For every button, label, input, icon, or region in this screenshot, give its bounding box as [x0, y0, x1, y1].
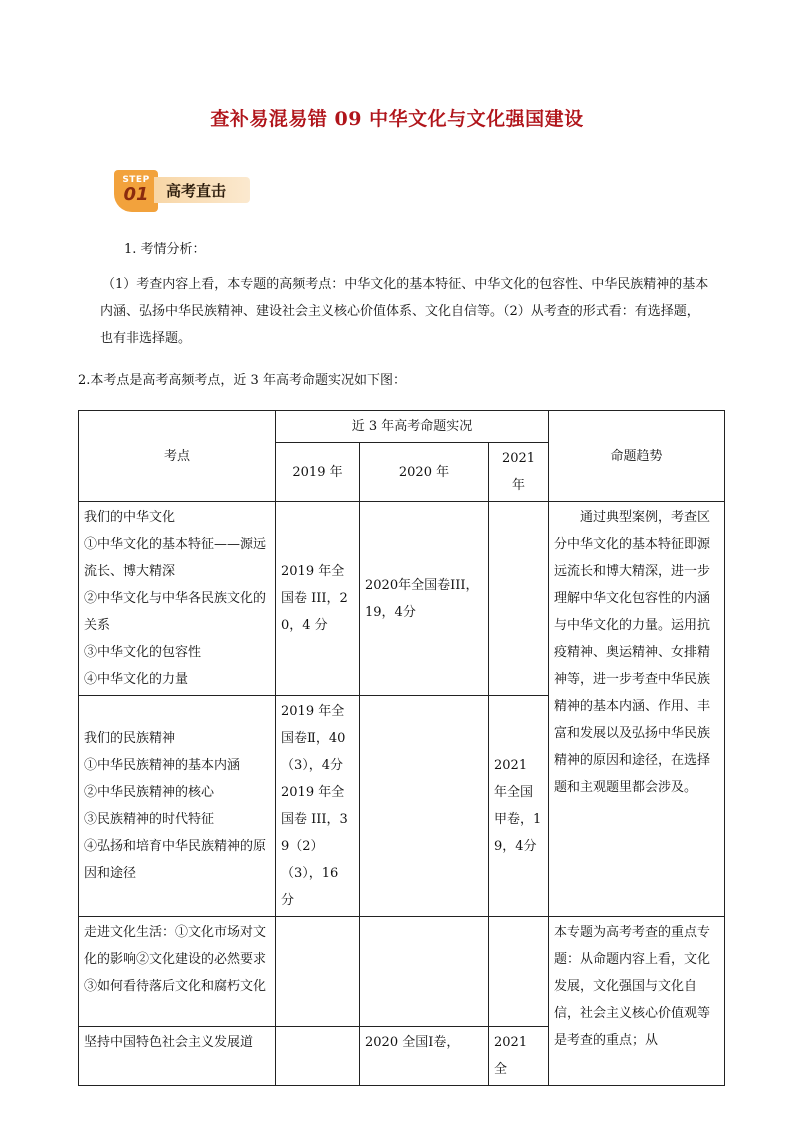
exam-intro-paragraph: 2.本考点是高考高频考点，近 3 年高考命题实况如下图： — [78, 373, 406, 388]
point-line: ④中华文化的力量 — [84, 672, 189, 687]
header-2020: 2020 年 — [360, 443, 489, 502]
step-number: 01 — [123, 184, 149, 205]
point-line: ①中华文化的基本特征——源远流长、博大精深 — [84, 537, 267, 579]
point-line: ④弘扬和培育中华民族精神的原因和途径 — [84, 839, 267, 881]
point-line: 我们的中华文化 — [84, 510, 176, 525]
exam-table — [78, 410, 725, 1086]
analysis-paragraph: （1）考查内容上看，本专题的高频考点：中华文化的基本特征、中华文化的包容性、中华民族精神的基本内涵、弘扬中华民族精神、建设社会主义核心价值体系、文化自信等。（2）从考查的形式看：有选择题，也有非选择题。 — [100, 277, 709, 346]
header-2021: 2021 年 — [489, 443, 549, 502]
table-cell-2019 — [276, 1027, 360, 1086]
step-bar — [154, 177, 250, 203]
table-cell-2020: 2020 全国Ⅰ卷， — [360, 1027, 489, 1086]
table-cell-trend: 本专题为高考考查的重点专题：从命题内容上看，文化发展，文化强国与文化自信，社会主义核心价值观等是考查的重点；从 — [549, 917, 725, 1086]
table-cell-point: 走进文化生活：①文化市场对文化的影响②文化建设的必然要求③如何看待落后文化和腐朽文化 — [79, 917, 276, 1027]
header-2019: 2019 年 — [276, 443, 360, 502]
section-heading: 高考直击 — [166, 182, 227, 200]
point-line: ②中华民族精神的核心 — [84, 785, 215, 800]
table-cell-2020 — [360, 696, 489, 917]
table-cell-2019: 2019 年全国卷 III，20，4 分 — [276, 502, 360, 696]
section-step-badge — [114, 170, 250, 212]
step-tag — [114, 170, 158, 212]
table-cell-2021 — [489, 917, 549, 1027]
page-title: 查补易混易错 09 中华文化与文化强国建设 — [210, 108, 584, 130]
table-cell-point: 坚持中国特色社会主义发展道 — [79, 1027, 276, 1086]
table-cell-point — [79, 696, 276, 917]
table-cell-2021: 2021 全 — [489, 1027, 549, 1086]
point-line: ①中华民族精神的基本内涵 — [84, 758, 241, 773]
table-cell-2021: 2021 年全国甲卷，19，4分 — [489, 696, 549, 917]
table-cell-2019 — [276, 917, 360, 1027]
table-cell-trend: 通过典型案例，考查区分中华文化的基本特征即源远流长和博大精深，进一步理解中华文化包容性的内涵与中华文化的力量。运用抗疫精神、奥运精神、女排精神等，进一步考查中华民族精神的基本内涵、作用、丰富和发展以及弘扬中华民族精神的原因和途径，在选择题和主观题里都会涉及。 — [549, 502, 725, 917]
point-line: ③中华文化的包容性 — [84, 645, 202, 660]
header-trend: 命题趋势 — [549, 411, 725, 502]
point-line: 我们的民族精神 — [84, 731, 176, 746]
analysis-heading: 1. 考情分析： — [124, 242, 206, 257]
table-cell-2020: 2020年全国卷III，19，4分 — [360, 502, 489, 696]
table-cell-2021 — [489, 502, 549, 696]
point-line: ③民族精神的时代特征 — [84, 812, 215, 827]
step-label: STEP — [122, 175, 150, 185]
table-cell-2019: 2019 年全国卷Ⅱ，40（3），4分 2019 年全国卷 III，39（2）（3），16 分 — [276, 696, 360, 917]
header-point: 考点 — [79, 411, 276, 502]
table-cell-point — [79, 502, 276, 696]
table-cell-2020 — [360, 917, 489, 1027]
point-line: ②中华文化与中华各民族文化的关系 — [84, 591, 267, 633]
header-situation: 近 3 年高考命题实况 — [276, 411, 549, 443]
